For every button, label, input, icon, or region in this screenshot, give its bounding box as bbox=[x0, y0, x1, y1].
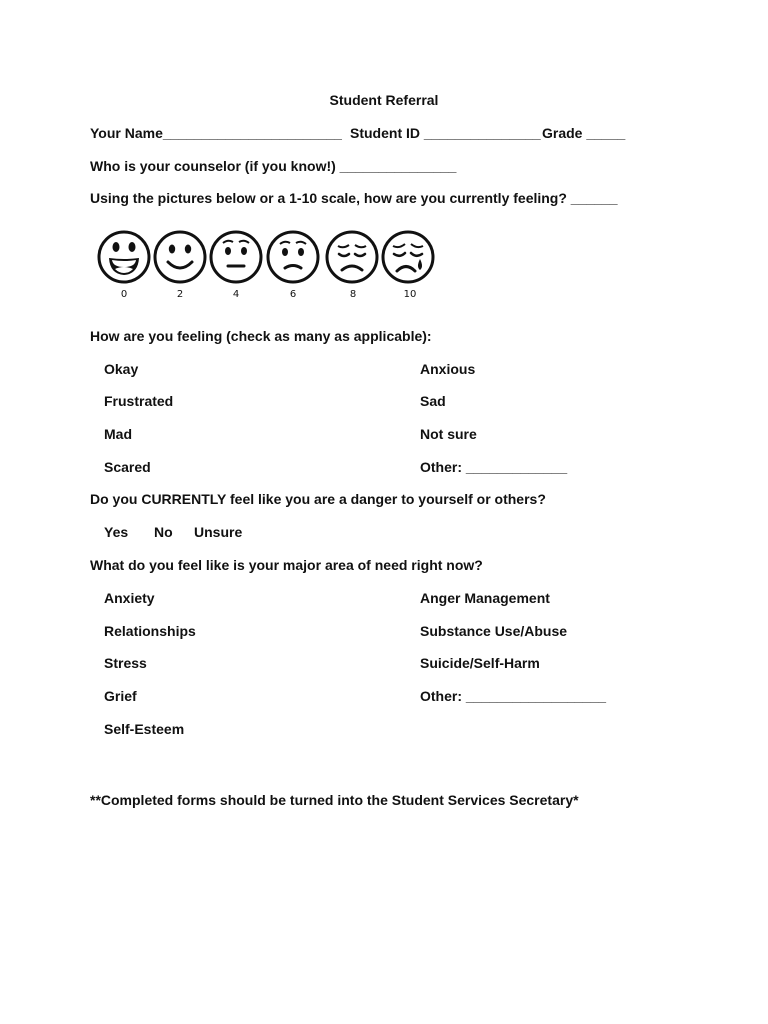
slightly-sad-face-icon[interactable] bbox=[265, 229, 321, 285]
feeling-option-anxious[interactable]: Anxious bbox=[420, 361, 476, 377]
feeling-scale-question[interactable]: Using the pictures below or a 1-10 scale, how are you currently feeling? ______ bbox=[90, 190, 618, 206]
scale-label-8: 8 bbox=[349, 289, 357, 300]
scale-label-6: 6 bbox=[289, 289, 297, 300]
scale-label-0: 0 bbox=[120, 289, 128, 300]
form-title: Student Referral bbox=[329, 92, 439, 108]
scale-label-2: 2 bbox=[176, 289, 184, 300]
need-option-anger-management[interactable]: Anger Management bbox=[420, 590, 550, 606]
counselor-field[interactable]: Who is your counselor (if you know!) _______________ bbox=[90, 158, 457, 174]
feeling-option-not-sure[interactable]: Not sure bbox=[420, 426, 477, 442]
danger-option-no[interactable]: No bbox=[154, 524, 173, 540]
need-option-anxiety[interactable]: Anxiety bbox=[104, 590, 155, 606]
happy-face-icon[interactable] bbox=[152, 229, 208, 285]
need-option-other[interactable]: Other: __________________ bbox=[420, 688, 607, 704]
very-happy-face-icon[interactable] bbox=[96, 229, 152, 285]
feeling-option-okay[interactable]: Okay bbox=[104, 361, 139, 377]
student-id-field[interactable]: Student ID _______________ bbox=[350, 125, 541, 141]
your-name-field[interactable]: Your Name_______________________ bbox=[90, 125, 342, 141]
feeling-scale-faces bbox=[94, 229, 454, 309]
feeling-option-other[interactable]: Other: _____________ bbox=[420, 459, 568, 475]
need-option-suicide-self-harm[interactable]: Suicide/Self-Harm bbox=[420, 655, 540, 671]
neutral-face-icon[interactable] bbox=[208, 229, 264, 285]
need-question: What do you feel like is your major area of need right now? bbox=[90, 557, 483, 573]
feelings-question: How are you feeling (check as many as applicable): bbox=[90, 328, 432, 344]
scale-label-10: 10 bbox=[403, 289, 417, 300]
need-option-self-esteem[interactable]: Self-Esteem bbox=[104, 721, 185, 737]
danger-question: Do you CURRENTLY feel like you are a danger to yourself or others? bbox=[90, 491, 546, 507]
sad-face-icon[interactable] bbox=[324, 229, 380, 285]
need-option-relationships[interactable]: Relationships bbox=[104, 623, 196, 639]
feeling-option-scared[interactable]: Scared bbox=[104, 459, 151, 475]
feeling-option-frustrated[interactable]: Frustrated bbox=[104, 393, 174, 409]
feeling-option-mad[interactable]: Mad bbox=[104, 426, 132, 442]
grade-field[interactable]: Grade _____ bbox=[542, 125, 626, 141]
crying-face-icon[interactable] bbox=[380, 229, 436, 285]
feeling-option-sad[interactable]: Sad bbox=[420, 393, 446, 409]
footer-note: **Completed forms should be turned into the Student Services Secretary* bbox=[90, 792, 579, 808]
scale-label-4: 4 bbox=[232, 289, 240, 300]
need-option-substance-use[interactable]: Substance Use/Abuse bbox=[420, 623, 568, 639]
need-option-stress[interactable]: Stress bbox=[104, 655, 147, 671]
need-option-grief[interactable]: Grief bbox=[104, 688, 137, 704]
danger-option-yes[interactable]: Yes bbox=[104, 524, 129, 540]
danger-option-unsure[interactable]: Unsure bbox=[194, 524, 243, 540]
